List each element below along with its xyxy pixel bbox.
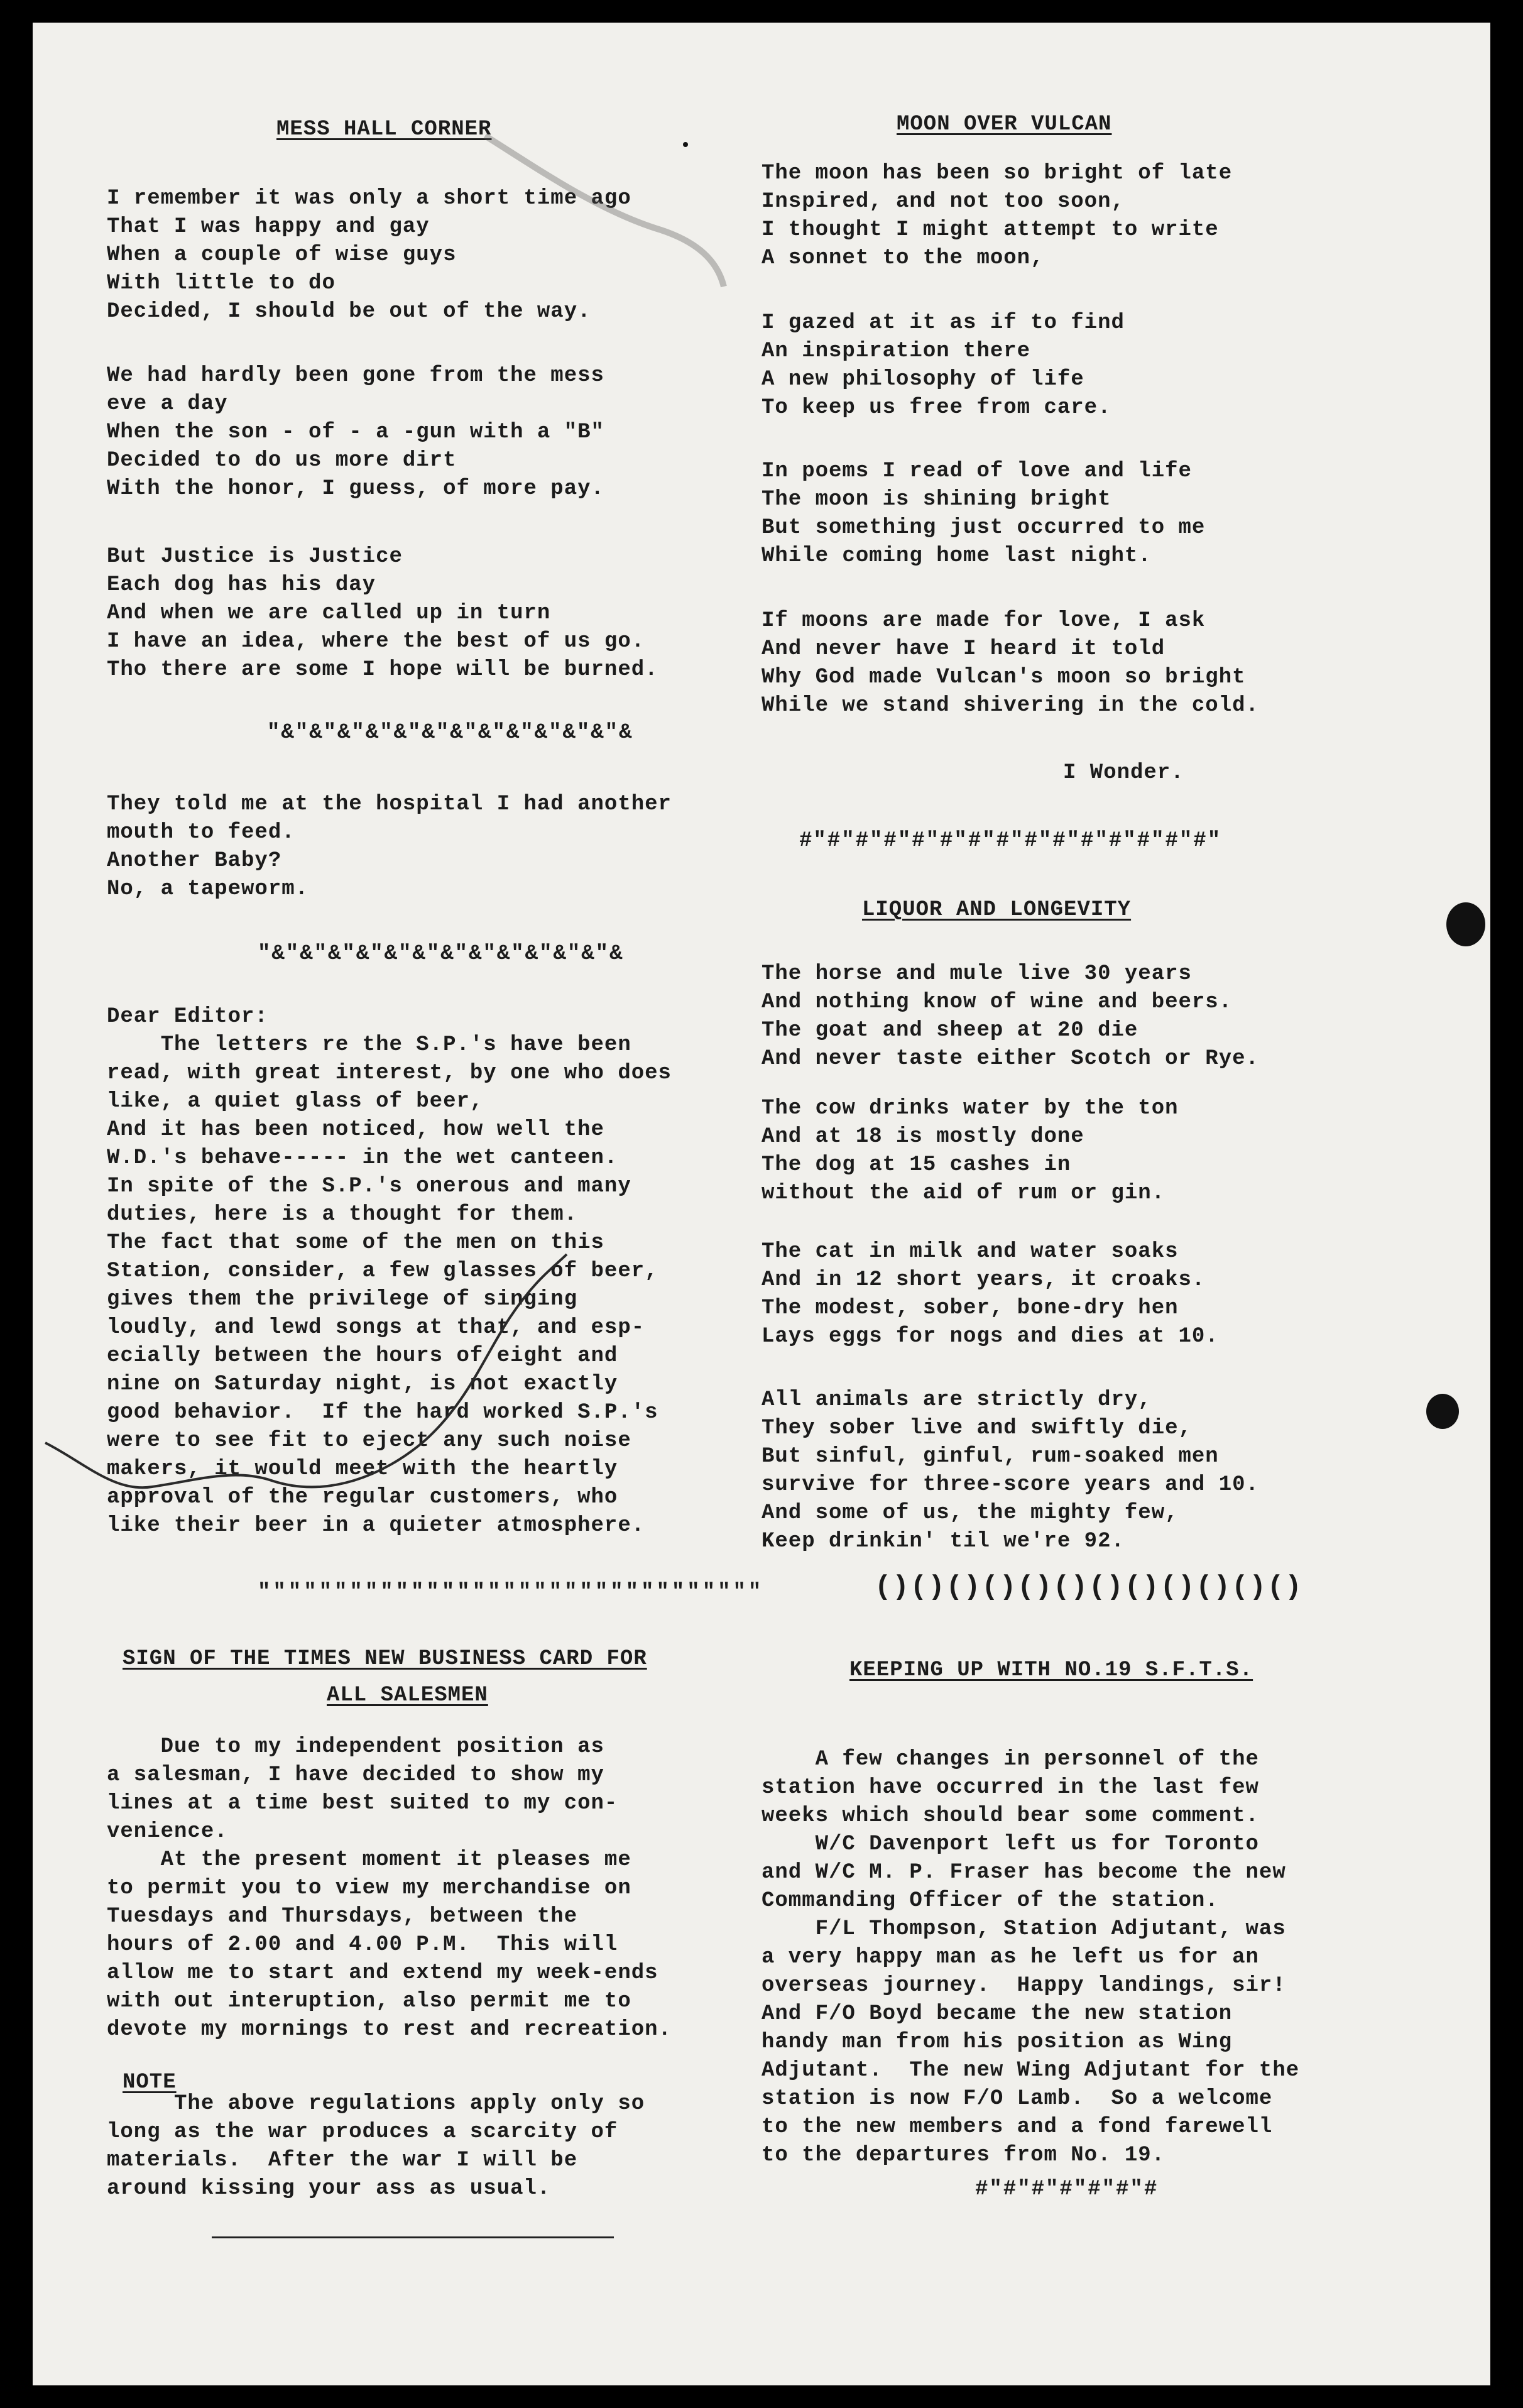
keeping-line: weeks which should bear some comment. — [762, 1804, 1259, 1828]
letter-line: like their beer in a quieter atmosphere. — [107, 1514, 645, 1538]
poem-line: If moons are made for love, I ask — [762, 609, 1206, 633]
poem-line: And nothing know of wine and beers. — [762, 990, 1233, 1014]
business-line: Due to my independent position as — [107, 1735, 604, 1759]
poem-line: Lays eggs for nogs and dies at 10. — [762, 1325, 1219, 1349]
keeping-line: W/C Davenport left us for Toronto — [762, 1832, 1259, 1856]
poem-line: And never taste either Scotch or Rye. — [762, 1047, 1259, 1071]
poem-line: Tho there are some I hope will be burned. — [107, 658, 658, 682]
keeping-line: a very happy man as he left us for an — [762, 1946, 1259, 1969]
poem-line: The moon has been so bright of late — [762, 161, 1233, 185]
poem-line: But sinful, ginful, rum-soaked men — [762, 1445, 1219, 1469]
poem-line: But something just occurred to me — [762, 516, 1206, 540]
poem-line: without the aid of rum or gin. — [762, 1181, 1165, 1205]
letter-line: makers, it would meet with the heartly — [107, 1457, 618, 1481]
poem-line: I thought I might attempt to write — [762, 218, 1219, 242]
poem-line: With the honor, I guess, of more pay. — [107, 477, 604, 501]
poem-line: And in 12 short years, it croaks. — [762, 1268, 1206, 1292]
closing-rule — [212, 2236, 614, 2238]
poem-line: And at 18 is mostly done — [762, 1125, 1084, 1149]
business-line: with out interuption, also permit me to — [107, 1989, 631, 2013]
poem-line: But Justice is Justice — [107, 545, 403, 569]
poem-line: While we stand shivering in the cold. — [762, 694, 1259, 718]
poem-line: A new philosophy of life — [762, 368, 1084, 391]
mess-hall-title: MESS HALL CORNER — [276, 118, 492, 141]
note-label: NOTE — [123, 2071, 177, 2094]
poem-line: To keep us free from care. — [762, 396, 1111, 420]
poem-line: In poems I read of love and life — [762, 459, 1192, 483]
poem-line: And never have I heard it told — [762, 637, 1165, 661]
letter-line: duties, here is a thought for them. — [107, 1203, 578, 1227]
business-line: lines at a time best suited to my con- — [107, 1792, 618, 1815]
liquor-title: LIQUOR AND LONGEVITY — [862, 898, 1132, 922]
poem-line: The cat in milk and water soaks — [762, 1240, 1179, 1264]
keeping-line: station is now F/O Lamb. So a welcome — [762, 2087, 1273, 2111]
keeping-line: Commanding Officer of the station. — [762, 1889, 1219, 1913]
poem-line: They sober live and swiftly die, — [762, 1416, 1192, 1440]
poem-line: That I was happy and gay — [107, 215, 430, 239]
letter-line: loudly, and lewd songs at that, and esp- — [107, 1316, 645, 1340]
business-title-line-2: ALL SALESMEN — [327, 1683, 488, 1707]
joke-line: mouth to feed. — [107, 821, 295, 845]
poem-line: Inspired, and not too soon, — [762, 190, 1125, 214]
keeping-line: handy man from his position as Wing — [762, 2030, 1233, 2054]
ink-blot — [1446, 902, 1485, 946]
poem-line: I gazed at it as if to find — [762, 311, 1125, 335]
poem-line: Each dog has his day — [107, 573, 376, 597]
note-line: The above regulations apply only so — [107, 2092, 645, 2116]
poem-line: And when we are called up in turn — [107, 601, 551, 625]
moon-title: MOON OVER VULCAN — [897, 112, 1112, 136]
moon-signature: I Wonder. — [1063, 761, 1184, 785]
joke-line: They told me at the hospital I had another — [107, 792, 672, 816]
poem-line: I have an idea, where the best of us go. — [107, 630, 645, 654]
separator: #"#"#"#"#"#"#"#"#"#"#"#"#"#"#" — [799, 829, 1222, 853]
poem-line: When the son - of - a -gun with a "B" — [107, 420, 604, 444]
poem-line: A sonnet to the moon, — [762, 246, 1044, 270]
letter-line: And it has been noticed, how well the — [107, 1118, 604, 1142]
ink-blot — [1426, 1394, 1459, 1429]
note-line: long as the war produces a scarcity of — [107, 2120, 618, 2144]
keeping-line: F/L Thompson, Station Adjutant, was — [762, 1917, 1286, 1941]
joke-line: No, a tapeworm. — [107, 877, 309, 901]
poem-line: And some of us, the mighty few, — [762, 1501, 1179, 1525]
business-title-line-1: SIGN OF THE TIMES NEW BUSINESS CARD FOR — [123, 1647, 647, 1671]
letter-line: gives them the privilege of singing — [107, 1288, 578, 1311]
poem-line: The goat and sheep at 20 die — [762, 1019, 1138, 1043]
keeping-line: And F/O Boyd became the new station — [762, 2002, 1233, 2026]
poem-line: The modest, sober, bone-dry hen — [762, 1296, 1179, 1320]
business-line: hours of 2.00 and 4.00 P.M. This will — [107, 1933, 618, 1957]
letter-line: The fact that some of the men on this — [107, 1231, 604, 1255]
note-line: around kissing your ass as usual. — [107, 2177, 551, 2201]
letter-line: The letters re the S.P.'s have been — [107, 1033, 631, 1057]
letter-line: like, a quiet glass of beer, — [107, 1090, 484, 1114]
letter-line: read, with great interest, by one who does — [107, 1061, 672, 1085]
letter-line: nine on Saturday night, is not exactly — [107, 1372, 618, 1396]
ink-speck — [683, 142, 688, 147]
poem-line: eve a day — [107, 392, 228, 416]
business-line: devote my mornings to rest and recreation. — [107, 2018, 672, 2042]
business-line: Tuesdays and Thursdays, between the — [107, 1905, 578, 1929]
poem-line: Keep drinkin' til we're 92. — [762, 1530, 1125, 1553]
poem-line: The horse and mule live 30 years — [762, 962, 1192, 986]
poem-line: Why God made Vulcan's moon so bright — [762, 665, 1246, 689]
separator: "&"&"&"&"&"&"&"&"&"&"&"&"& — [267, 721, 633, 745]
poem-line: The dog at 15 cashes in — [762, 1153, 1071, 1177]
keeping-line: Adjutant. The new Wing Adjutant for the — [762, 2059, 1300, 2082]
letter-line: W.D.'s behave----- in the wet canteen. — [107, 1146, 618, 1170]
poem-line: An inspiration there — [762, 339, 1031, 363]
letter-line: good behavior. If the hard worked S.P.'s — [107, 1401, 658, 1425]
poem-line: When a couple of wise guys — [107, 243, 457, 267]
letter-line: Station, consider, a few glasses of beer, — [107, 1259, 658, 1283]
separator: ()()()()()()()()()()()() — [875, 1572, 1303, 1603]
note-line: materials. After the war I will be — [107, 2148, 578, 2172]
poem-line: We had hardly been gone from the mess — [107, 364, 604, 388]
business-line: venience. — [107, 1820, 228, 1844]
poem-line: The moon is shining bright — [762, 488, 1111, 512]
keeping-line: to the new members and a fond farewell — [762, 2115, 1273, 2139]
business-line: At the present moment it pleases me — [107, 1848, 631, 1872]
separator: """"""""""""""""""""""""""""""""" — [258, 1580, 764, 1604]
separator: "&"&"&"&"&"&"&"&"&"&"&"&"& — [258, 942, 624, 966]
poem-line: All animals are strictly dry, — [762, 1388, 1152, 1412]
letter-line: were to see fit to eject any such noise — [107, 1429, 631, 1453]
business-line: allow me to start and extend my week-ends — [107, 1961, 658, 1985]
keeping-title: KEEPING UP WITH NO.19 S.F.T.S. — [849, 1658, 1253, 1682]
poem-line: Decided to do us more dirt — [107, 449, 457, 473]
keeping-line: and W/C M. P. Fraser has become the new — [762, 1861, 1286, 1885]
business-line: a salesman, I have decided to show my — [107, 1763, 604, 1787]
letter-line: approval of the regular customers, who — [107, 1486, 618, 1509]
letter-line: Dear Editor: — [107, 1005, 268, 1029]
poem-line: While coming home last night. — [762, 544, 1152, 568]
poem-line: The cow drinks water by the ton — [762, 1097, 1179, 1120]
keeping-line: overseas journey. Happy landings, sir! — [762, 1974, 1286, 1998]
letter-line: In spite of the S.P.'s onerous and many — [107, 1174, 631, 1198]
keeping-line: to the departures from No. 19. — [762, 2143, 1165, 2167]
poem-line: I remember it was only a short time ago — [107, 187, 631, 211]
poem-line: survive for three-score years and 10. — [762, 1473, 1259, 1497]
poem-line: Decided, I should be out of the way. — [107, 300, 591, 324]
letter-line: ecially between the hours of eight and — [107, 1344, 618, 1368]
joke-line: Another Baby? — [107, 849, 282, 873]
poem-line: With little to do — [107, 271, 336, 295]
keeping-line: station have occurred in the last few — [762, 1776, 1259, 1800]
keeping-line: A few changes in personnel of the — [762, 1748, 1259, 1771]
newsletter-page — [33, 23, 1490, 2385]
business-line: to permit you to view my merchandise on — [107, 1876, 631, 1900]
end-mark: #"#"#"#"#"#"# — [975, 2177, 1159, 2201]
